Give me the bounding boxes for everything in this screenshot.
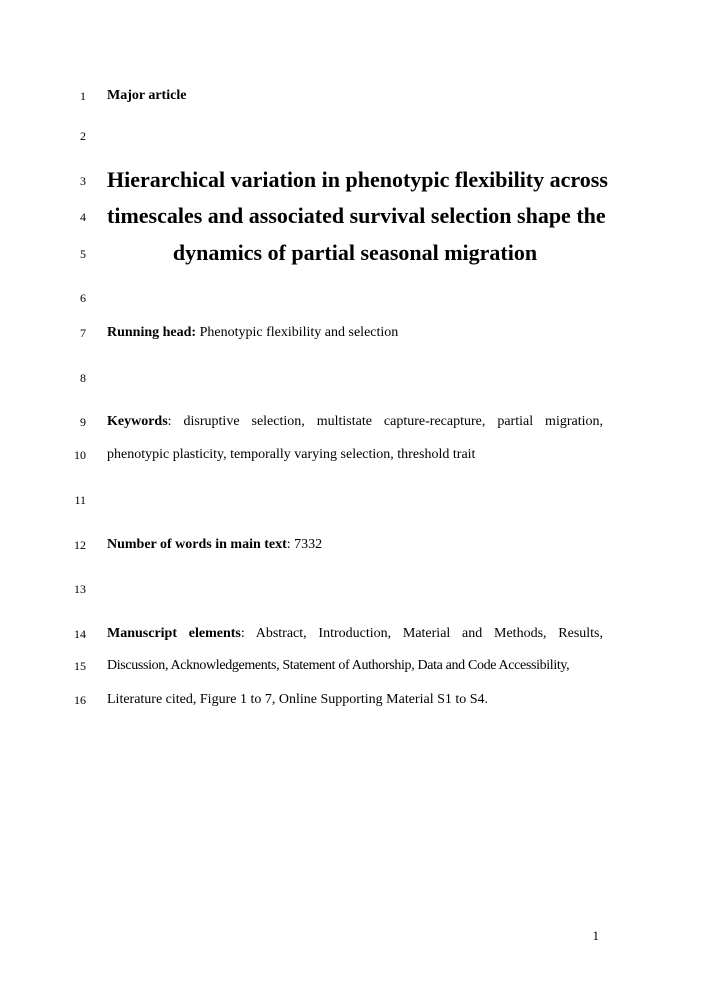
title-line-3: dynamics of partial seasonal migration	[172, 240, 538, 265]
line-number: 12	[74, 538, 86, 552]
line-number: 7	[80, 326, 86, 340]
word-count	[107, 536, 603, 554]
line-number: 9	[80, 415, 86, 429]
line-number: 16	[74, 693, 86, 707]
line-number: 5	[80, 247, 86, 261]
line-number: 1	[80, 89, 86, 103]
title-line-1: Hierarchical variation in phenotypic flexibility across	[107, 167, 608, 192]
keywords-label: Keywords	[107, 414, 168, 429]
keywords-line-1	[107, 413, 603, 431]
line-number: 2	[80, 129, 86, 143]
line-number: 3	[80, 174, 86, 188]
title-line-2: timescales and associated survival selection shape the	[107, 203, 606, 228]
word-count-value: : 7332	[286, 537, 323, 552]
manuscript-elements-line-2: Discussion, Acknowledgements, Statement of Authorship, Data and Code Accessibility,	[107, 658, 570, 673]
running-head-label: Running head:	[107, 325, 197, 340]
line-number: 8	[80, 371, 86, 385]
line-number: 14	[74, 627, 86, 641]
keywords-text-1: : disruptive selection, multistate capture-recapture, partial migration,	[167, 414, 603, 429]
manuscript-elements-label: Manuscript elements	[107, 626, 241, 641]
page-number: 1	[592, 928, 599, 943]
manuscript-elements-line-3: Literature cited, Figure 1 to 7, Online Supporting Material S1 to S4.	[107, 692, 489, 707]
keywords-line-2: phenotypic plasticity, temporally varying selection, threshold trait	[107, 447, 476, 462]
line-number: 10	[74, 448, 86, 462]
word-count-label: Number of words in main text	[107, 537, 287, 552]
line-number: 4	[80, 210, 86, 224]
manuscript-elements-text-1: : Abstract, Introduction, Material and Methods, Results,	[240, 626, 604, 641]
line-number: 15	[74, 659, 86, 673]
running-head-value: Phenotypic flexibility and selection	[196, 325, 399, 340]
line-number: 13	[74, 582, 86, 596]
manuscript-elements-line-1	[107, 625, 603, 643]
line-number: 11	[74, 493, 86, 507]
line-number: 6	[80, 291, 86, 305]
running-head	[107, 324, 603, 342]
article-type: Major article	[107, 88, 187, 103]
